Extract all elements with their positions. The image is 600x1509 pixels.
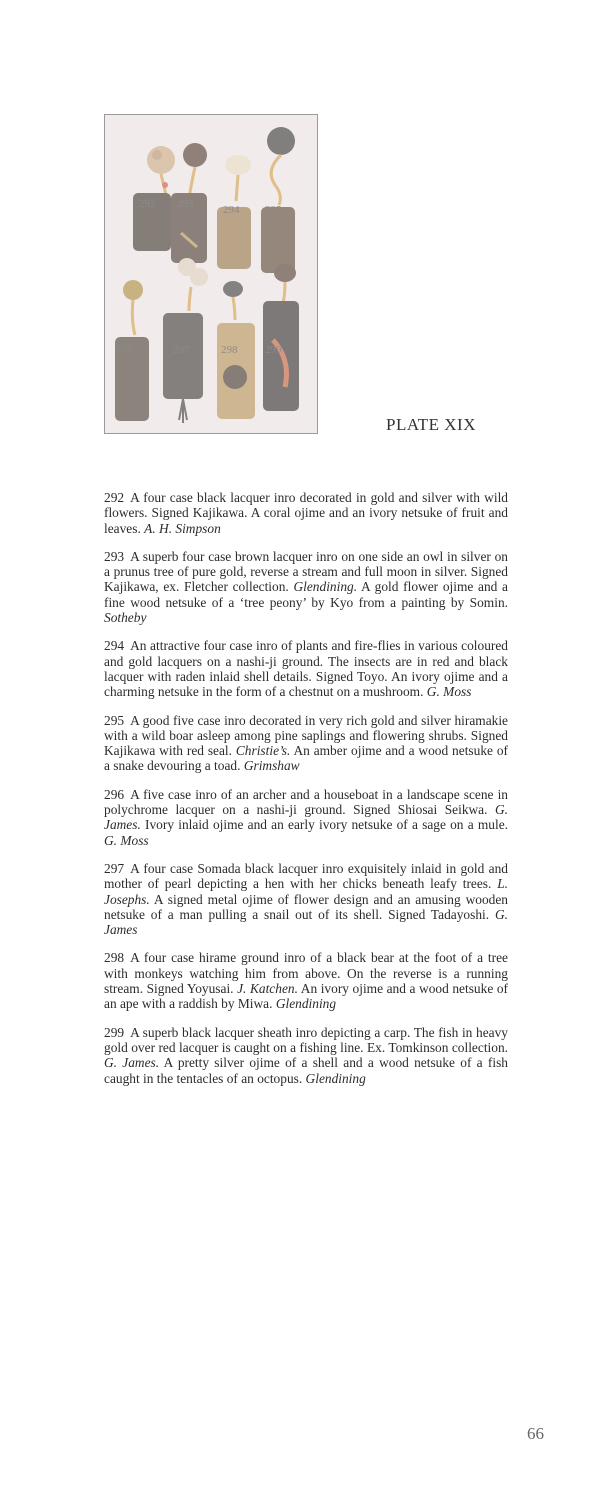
plate-label-297: 297 [173,344,190,356]
catalogue-entry [104,549,508,625]
entry-text: A gold flower ojime and a fine wood netsuke of a ‘tree peony’ by Kyo from a painting by Somin. [104,579,508,610]
catalogue-entry [104,787,508,848]
entry-source: A. H. Simpson [144,520,221,536]
plate-label-296: 296 [115,342,132,354]
entry-source: J. Katchen. [237,981,298,997]
entry-text: A four case hirame ground inro of a black bear at the foot of a tree with monkeys watching him from above. On the reverse is a running stream. Signed Yoyusai. [104,950,508,997]
entry-text: Ivory inlaid ojime and an early ivory netsuke of a sage on a mule. [140,817,508,833]
plate-label-293: 293 [177,198,194,210]
plate-label-298: 298 [221,344,238,356]
entry-text: A four case Somada black lacquer inro exquisitely inlaid in gold and mother of pearl depicting a hen with her chicks beneath leafy trees. [104,860,508,892]
entry-text: An attractive four case inro of plants and fire-flies in various coloured and gold lacquers on a nashi-ji ground. The insects are in red and black lacquer with raden inlaid shell details. Signed Toyo. An ivory ojime and a charming netsuke in the form of a chestnut on a mushroom. [104,638,508,700]
catalogue-entry [104,950,508,1011]
plate-label-292: 292 [139,198,156,210]
entry-text: A superb black lacquer sheath inro depicting a carp. The fish in heavy gold over red lacquer is caught on a fishing line. Ex. Tomkinson collection. [104,1024,508,1055]
catalogue-entry [104,713,508,774]
entry-number: 294 [104,638,125,654]
entry-number: 293 [104,548,125,564]
entry-text: A good five case inro decorated in very rich gold and silver hiramakie with a wild boar asleep among pine saplings and flowering shrubs. Signed Kajikawa with red seal. [104,712,508,759]
entry-number: 296 [104,786,125,802]
entry-number: 299 [104,1024,125,1040]
entry-text: A pretty silver ojime of a shell and a wood netsuke of a fish caught in the tentacles of an octopus. [104,1055,508,1086]
catalogue-entry [104,861,508,937]
entry-number: 298 [104,950,125,966]
entry-source: Grimshaw [243,758,300,774]
entry-source: Glendining. [293,579,358,595]
entry-text: A four case black lacquer inro decorated in gold and silver with wild flowers. Signed Kajikawa. A coral ojime and an ivory netsuke of fruit and leaves. [104,490,508,536]
plate-label-295: 295 [265,204,282,216]
plate-title: PLATE XIX [386,415,476,434]
entry-text: A five case inro of an archer and a houseboat in a landscape scene in polychrome lacquer on a nashi-ji ground. Signed Shiosai Seikwa. [104,786,508,818]
entry-text: An ivory ojime and a wood netsuke of an ape with a raddish by Miwa. [104,981,508,1012]
entry-source: G. Moss [104,832,149,848]
plate-photograph [104,114,318,434]
entry-text: A superb four case brown lacquer inro on one side an owl in silver on a prunus tree of pure gold, reverse a stream and full moon in silver. Signed Kajikawa, ex. Fletcher collection. [104,548,508,595]
entry-text: An amber ojime and a wood netsuke of a snake devouring a toad. [104,743,508,774]
entry-source: Glendining [275,996,337,1012]
entry-source: G. Moss [426,684,472,700]
plate-label-299: 299 [265,344,282,356]
inro-photograph-illustration [105,115,317,433]
entry-source: L. Josephs. [104,876,508,907]
entry-source: Sotheby [104,610,147,626]
entry-number: 292 [104,490,125,505]
entry-source: G. James. [104,1055,160,1071]
entry-number: 295 [104,712,125,728]
entry-source: Glendining [305,1070,366,1086]
entry-source: Christie’s. [235,743,291,759]
entry-source: G. James. [104,802,508,833]
catalogue-entries [104,490,508,1099]
entry-source: G. James [104,906,508,938]
catalogue-entry [104,638,508,699]
catalogue-entry [104,1025,508,1086]
catalogue-entry [104,490,508,536]
entry-text: A signed metal ojime of flower design and an amusing wooden netsuke of a man pulling a snail out of its shell. Signed Tadayoshi. [104,891,508,922]
entry-number: 297 [104,860,125,876]
page-number: 66 [527,1424,544,1443]
plate-label-294: 294 [223,204,240,216]
